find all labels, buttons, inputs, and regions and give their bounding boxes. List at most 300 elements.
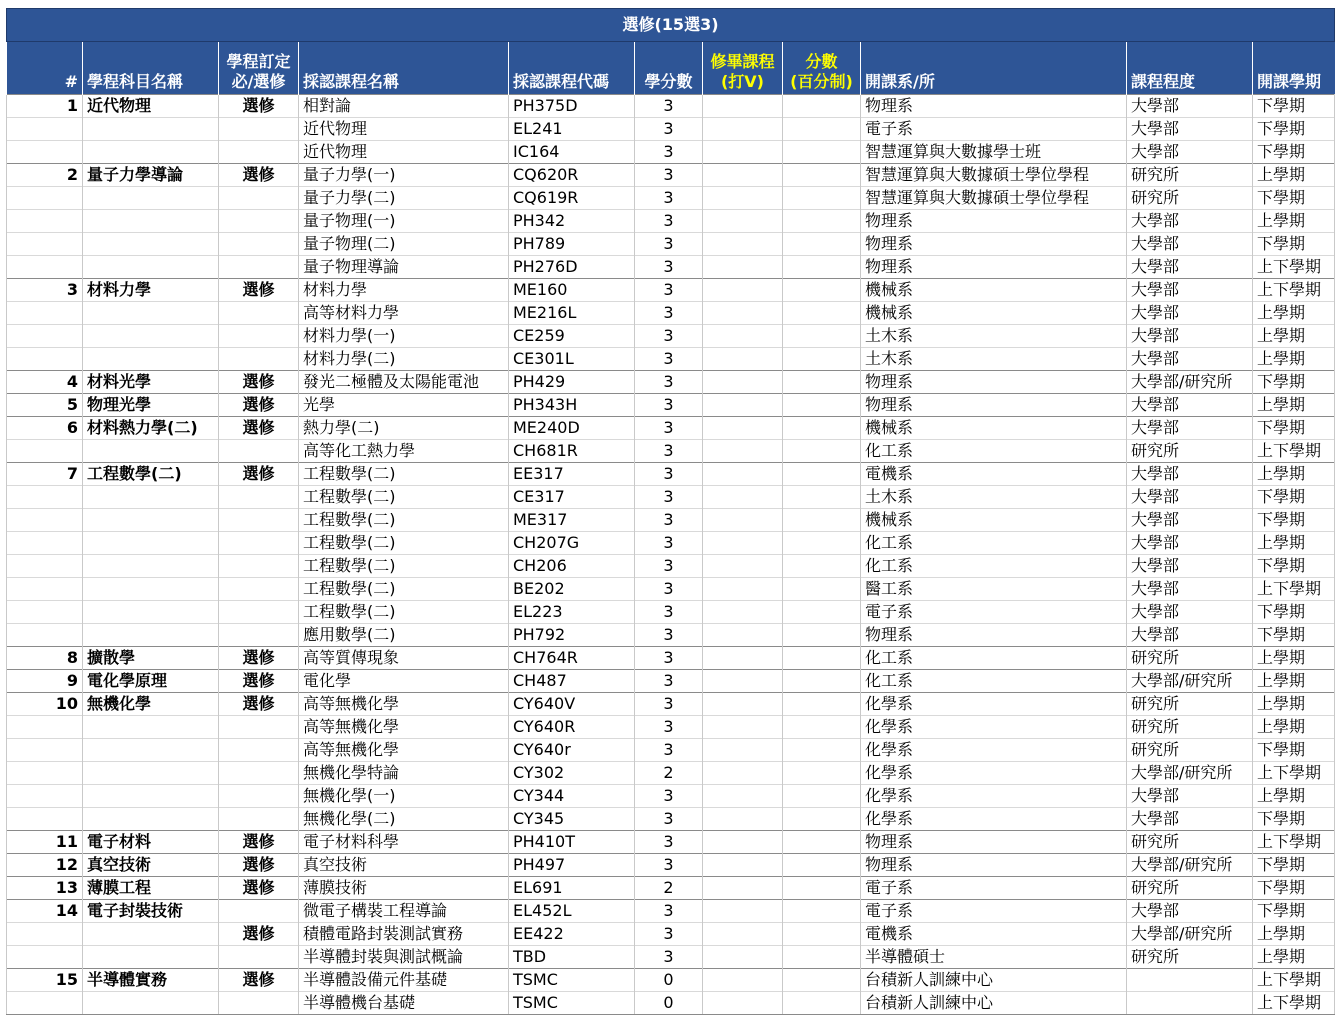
- table-row: [7, 302, 1335, 325]
- cell-dept: 土木系: [861, 486, 1127, 509]
- cell-dept: 電機系: [861, 923, 1127, 946]
- cell-credits: 3: [635, 900, 703, 923]
- cell-subject: 薄膜工程: [83, 877, 219, 900]
- cell-subject: [83, 739, 219, 762]
- cell-score-input[interactable]: [783, 716, 861, 739]
- cell-level: 大學部: [1127, 463, 1253, 486]
- cell-done-check[interactable]: [703, 601, 783, 624]
- cell-term: 下學期: [1253, 118, 1335, 141]
- cell-num: 3: [7, 279, 83, 302]
- cell-dept: 物理系: [861, 394, 1127, 417]
- cell-code: EL691: [509, 877, 635, 900]
- cell-course: 高等無機化學: [299, 739, 509, 762]
- cell-score-input[interactable]: [783, 831, 861, 854]
- cell-type: [219, 486, 299, 509]
- cell-done-check[interactable]: [703, 210, 783, 233]
- cell-level: 大學部: [1127, 233, 1253, 256]
- cell-subject: [83, 118, 219, 141]
- cell-score-input[interactable]: [783, 601, 861, 624]
- table-row: [7, 187, 1335, 210]
- cell-score-input[interactable]: [783, 210, 861, 233]
- cell-subject: 無機化學: [83, 693, 219, 716]
- cell-dept: 物理系: [861, 256, 1127, 279]
- cell-type: [219, 739, 299, 762]
- cell-level: 大學部: [1127, 302, 1253, 325]
- cell-level: 大學部: [1127, 95, 1253, 118]
- table-row: [7, 555, 1335, 578]
- cell-level: 大學部: [1127, 624, 1253, 647]
- cell-subject: 近代物理: [83, 95, 219, 118]
- cell-type: [219, 302, 299, 325]
- cell-done-check[interactable]: [703, 394, 783, 417]
- cell-dept: 化工系: [861, 440, 1127, 463]
- cell-num: 12: [7, 854, 83, 877]
- table-row: [7, 256, 1335, 279]
- cell-subject: [83, 348, 219, 371]
- cell-course: 材料力學: [299, 279, 509, 302]
- table-row: [7, 877, 1335, 900]
- cell-score-input[interactable]: [783, 946, 861, 969]
- table-row: [7, 693, 1335, 716]
- table-row: [7, 325, 1335, 348]
- cell-term: 上下學期: [1253, 992, 1335, 1015]
- cell-done-check[interactable]: [703, 670, 783, 693]
- table-row: [7, 95, 1335, 118]
- cell-score-input[interactable]: [783, 785, 861, 808]
- cell-done-check[interactable]: [703, 831, 783, 854]
- cell-done-check[interactable]: [703, 440, 783, 463]
- cell-score-input[interactable]: [783, 624, 861, 647]
- cell-type: [219, 578, 299, 601]
- table-row: [7, 509, 1335, 532]
- cell-course: 高等材料力學: [299, 302, 509, 325]
- table-row: [7, 785, 1335, 808]
- cell-score-input[interactable]: [783, 555, 861, 578]
- cell-done-check[interactable]: [703, 325, 783, 348]
- cell-done-check[interactable]: [703, 762, 783, 785]
- cell-score-input[interactable]: [783, 854, 861, 877]
- cell-score-input[interactable]: [783, 486, 861, 509]
- cell-credits: 0: [635, 992, 703, 1015]
- cell-course: 量子力學(二): [299, 187, 509, 210]
- cell-done-check[interactable]: [703, 578, 783, 601]
- cell-done-check[interactable]: [703, 302, 783, 325]
- cell-level: 大學部: [1127, 394, 1253, 417]
- cell-done-check[interactable]: [703, 716, 783, 739]
- cell-done-check[interactable]: [703, 992, 783, 1015]
- cell-score-input[interactable]: [783, 532, 861, 555]
- cell-level: 大學部/研究所: [1127, 371, 1253, 394]
- cell-level: 大學部: [1127, 486, 1253, 509]
- cell-credits: 2: [635, 762, 703, 785]
- cell-term: 下學期: [1253, 555, 1335, 578]
- table-row: [7, 946, 1335, 969]
- cell-level: 研究所: [1127, 739, 1253, 762]
- cell-subject: [83, 785, 219, 808]
- cell-course: 工程數學(二): [299, 486, 509, 509]
- cell-score-input[interactable]: [783, 118, 861, 141]
- cell-dept: 化工系: [861, 647, 1127, 670]
- cell-type: 選修: [219, 854, 299, 877]
- cell-done-check[interactable]: [703, 417, 783, 440]
- cell-dept: 化工系: [861, 670, 1127, 693]
- cell-type: 選修: [219, 831, 299, 854]
- cell-credits: 3: [635, 348, 703, 371]
- cell-subject: 材料力學: [83, 279, 219, 302]
- cell-num: [7, 440, 83, 463]
- cell-type: [219, 532, 299, 555]
- cell-type: [219, 992, 299, 1015]
- cell-subject: [83, 762, 219, 785]
- title-row: [7, 9, 1335, 42]
- cell-score-input[interactable]: [783, 95, 861, 118]
- cell-done-check[interactable]: [703, 141, 783, 164]
- cell-course: 積體電路封裝測試實務: [299, 923, 509, 946]
- cell-done-check[interactable]: [703, 509, 783, 532]
- cell-level: 大學部: [1127, 348, 1253, 371]
- cell-done-check[interactable]: [703, 95, 783, 118]
- cell-code: CH487: [509, 670, 635, 693]
- cell-dept: 土木系: [861, 325, 1127, 348]
- cell-course: 真空技術: [299, 854, 509, 877]
- cell-score-input[interactable]: [783, 808, 861, 831]
- table-row: [7, 371, 1335, 394]
- cell-course: 高等無機化學: [299, 716, 509, 739]
- cell-code: TSMC: [509, 969, 635, 992]
- cell-term: 上學期: [1253, 693, 1335, 716]
- cell-term: 下學期: [1253, 601, 1335, 624]
- cell-term: 下學期: [1253, 854, 1335, 877]
- cell-num: 8: [7, 647, 83, 670]
- cell-num: [7, 601, 83, 624]
- cell-term: 上學期: [1253, 302, 1335, 325]
- cell-num: 4: [7, 371, 83, 394]
- cell-dept: 化工系: [861, 555, 1127, 578]
- cell-score-input[interactable]: [783, 394, 861, 417]
- cell-course: 光學: [299, 394, 509, 417]
- table-row: [7, 739, 1335, 762]
- table-row: [7, 716, 1335, 739]
- cell-level: 大學部: [1127, 509, 1253, 532]
- cell-credits: 3: [635, 509, 703, 532]
- cell-dept: 土木系: [861, 348, 1127, 371]
- cell-score-input[interactable]: [783, 509, 861, 532]
- cell-level: 大學部: [1127, 210, 1253, 233]
- cell-code: PH410T: [509, 831, 635, 854]
- cell-subject: 真空技術: [83, 854, 219, 877]
- table-row: [7, 900, 1335, 923]
- cell-num: [7, 256, 83, 279]
- cell-term: 上學期: [1253, 532, 1335, 555]
- cell-term: 上學期: [1253, 946, 1335, 969]
- cell-code: TSMC: [509, 992, 635, 1015]
- table-row: [7, 463, 1335, 486]
- cell-subject: 擴散學: [83, 647, 219, 670]
- header-num: #: [7, 42, 83, 95]
- header-subject: 學程科目名稱: [83, 42, 219, 95]
- cell-code: EL223: [509, 601, 635, 624]
- cell-done-check[interactable]: [703, 233, 783, 256]
- cell-dept: 化學系: [861, 716, 1127, 739]
- cell-level: 大學部: [1127, 532, 1253, 555]
- cell-code: IC164: [509, 141, 635, 164]
- cell-done-check[interactable]: [703, 279, 783, 302]
- cell-credits: 3: [635, 417, 703, 440]
- cell-score-input[interactable]: [783, 992, 861, 1015]
- header-level: 課程程度: [1127, 42, 1253, 95]
- cell-type: 選修: [219, 647, 299, 670]
- cell-code: PH375D: [509, 95, 635, 118]
- cell-done-check[interactable]: [703, 785, 783, 808]
- cell-score-input[interactable]: [783, 900, 861, 923]
- cell-subject: 材料光學: [83, 371, 219, 394]
- cell-code: CH206: [509, 555, 635, 578]
- header-done-bottom: (打V): [720, 72, 764, 91]
- cell-done-check[interactable]: [703, 164, 783, 187]
- cell-score-input[interactable]: [783, 279, 861, 302]
- cell-done-check[interactable]: [703, 923, 783, 946]
- cell-score-input[interactable]: [783, 348, 861, 371]
- cell-term: 下學期: [1253, 417, 1335, 440]
- elective-table: [6, 8, 1335, 1015]
- cell-num: 13: [7, 877, 83, 900]
- table-row: [7, 233, 1335, 256]
- cell-type: [219, 762, 299, 785]
- cell-course: 電化學: [299, 670, 509, 693]
- table-row: [7, 164, 1335, 187]
- cell-code: ME317: [509, 509, 635, 532]
- cell-credits: 3: [635, 256, 703, 279]
- cell-type: 選修: [219, 463, 299, 486]
- cell-course: 量子物理(一): [299, 210, 509, 233]
- cell-num: [7, 785, 83, 808]
- cell-score-input[interactable]: [783, 877, 861, 900]
- cell-level: 大學部: [1127, 141, 1253, 164]
- cell-done-check[interactable]: [703, 900, 783, 923]
- cell-done-check[interactable]: [703, 693, 783, 716]
- cell-done-check[interactable]: [703, 256, 783, 279]
- cell-score-input[interactable]: [783, 187, 861, 210]
- cell-score-input[interactable]: [783, 141, 861, 164]
- cell-done-check[interactable]: [703, 808, 783, 831]
- cell-type: [219, 210, 299, 233]
- table-row: [7, 440, 1335, 463]
- cell-num: 9: [7, 670, 83, 693]
- cell-done-check[interactable]: [703, 118, 783, 141]
- cell-done-check[interactable]: [703, 532, 783, 555]
- cell-num: [7, 486, 83, 509]
- cell-score-input[interactable]: [783, 762, 861, 785]
- cell-dept: 機械系: [861, 417, 1127, 440]
- cell-term: 下學期: [1253, 141, 1335, 164]
- cell-course: 無機化學(二): [299, 808, 509, 831]
- cell-term: 下學期: [1253, 486, 1335, 509]
- cell-credits: 3: [635, 95, 703, 118]
- cell-done-check[interactable]: [703, 647, 783, 670]
- cell-subject: [83, 555, 219, 578]
- cell-type: 選修: [219, 279, 299, 302]
- cell-score-input[interactable]: [783, 371, 861, 394]
- cell-subject: 電子材料: [83, 831, 219, 854]
- cell-dept: 化學系: [861, 785, 1127, 808]
- cell-subject: [83, 624, 219, 647]
- cell-subject: 電子封裝技術: [83, 900, 219, 923]
- cell-score-input[interactable]: [783, 693, 861, 716]
- cell-credits: 3: [635, 463, 703, 486]
- cell-score-input[interactable]: [783, 647, 861, 670]
- cell-subject: [83, 532, 219, 555]
- cell-done-check[interactable]: [703, 371, 783, 394]
- cell-term: 下學期: [1253, 877, 1335, 900]
- cell-level: 大學部/研究所: [1127, 762, 1253, 785]
- cell-dept: 化學系: [861, 762, 1127, 785]
- cell-code: EL241: [509, 118, 635, 141]
- cell-type: [219, 187, 299, 210]
- cell-term: 上學期: [1253, 210, 1335, 233]
- cell-course: 工程數學(二): [299, 463, 509, 486]
- cell-term: 下學期: [1253, 187, 1335, 210]
- cell-score-input[interactable]: [783, 233, 861, 256]
- table-row: [7, 578, 1335, 601]
- table-row: [7, 670, 1335, 693]
- cell-num: 11: [7, 831, 83, 854]
- cell-code: EE317: [509, 463, 635, 486]
- table-row: [7, 647, 1335, 670]
- header-course: 採認課程名稱: [299, 42, 509, 95]
- cell-level: 大學部: [1127, 325, 1253, 348]
- cell-credits: 3: [635, 486, 703, 509]
- cell-num: [7, 509, 83, 532]
- cell-num: [7, 624, 83, 647]
- cell-dept: 台積新人訓練中心: [861, 969, 1127, 992]
- cell-dept: 智慧運算與大數據碩士學位學程: [861, 164, 1127, 187]
- table-row: [7, 992, 1335, 1015]
- cell-done-check[interactable]: [703, 969, 783, 992]
- cell-course: 量子物理(二): [299, 233, 509, 256]
- cell-done-check[interactable]: [703, 946, 783, 969]
- cell-term: 上學期: [1253, 647, 1335, 670]
- cell-course: 薄膜技術: [299, 877, 509, 900]
- cell-course: 工程數學(二): [299, 555, 509, 578]
- cell-score-input[interactable]: [783, 463, 861, 486]
- cell-term: 下學期: [1253, 624, 1335, 647]
- cell-subject: [83, 923, 219, 946]
- cell-score-input[interactable]: [783, 325, 861, 348]
- header-dept: 開課系/所: [861, 42, 1127, 95]
- cell-score-input[interactable]: [783, 440, 861, 463]
- cell-subject: [83, 808, 219, 831]
- cell-subject: [83, 210, 219, 233]
- cell-score-input[interactable]: [783, 670, 861, 693]
- cell-done-check[interactable]: [703, 463, 783, 486]
- cell-dept: 物理系: [861, 233, 1127, 256]
- cell-dept: 電子系: [861, 900, 1127, 923]
- cell-code: CQ619R: [509, 187, 635, 210]
- cell-num: 6: [7, 417, 83, 440]
- cell-score-input[interactable]: [783, 923, 861, 946]
- table-row: [7, 394, 1335, 417]
- cell-code: EE422: [509, 923, 635, 946]
- cell-credits: 3: [635, 210, 703, 233]
- cell-done-check[interactable]: [703, 624, 783, 647]
- cell-subject: [83, 946, 219, 969]
- cell-done-check[interactable]: [703, 486, 783, 509]
- cell-dept: 機械系: [861, 302, 1127, 325]
- cell-done-check[interactable]: [703, 877, 783, 900]
- cell-dept: 電機系: [861, 463, 1127, 486]
- cell-level: 研究所: [1127, 187, 1253, 210]
- cell-score-input[interactable]: [783, 417, 861, 440]
- cell-num: [7, 532, 83, 555]
- cell-code: PH429: [509, 371, 635, 394]
- cell-level: 大學部/研究所: [1127, 923, 1253, 946]
- header-type-top: 學程訂定: [226, 52, 291, 71]
- cell-type: [219, 716, 299, 739]
- cell-type: 選修: [219, 371, 299, 394]
- cell-credits: 3: [635, 739, 703, 762]
- table-row: [7, 279, 1335, 302]
- cell-code: TBD: [509, 946, 635, 969]
- cell-num: 5: [7, 394, 83, 417]
- cell-num: 10: [7, 693, 83, 716]
- cell-term: 下學期: [1253, 808, 1335, 831]
- cell-done-check[interactable]: [703, 739, 783, 762]
- cell-done-check[interactable]: [703, 187, 783, 210]
- cell-score-input[interactable]: [783, 739, 861, 762]
- cell-score-input[interactable]: [783, 256, 861, 279]
- cell-credits: 3: [635, 164, 703, 187]
- cell-term: 上學期: [1253, 716, 1335, 739]
- cell-term: 上下學期: [1253, 762, 1335, 785]
- table-row: [7, 417, 1335, 440]
- cell-num: 2: [7, 164, 83, 187]
- cell-credits: 3: [635, 440, 703, 463]
- cell-score-input[interactable]: [783, 578, 861, 601]
- cell-dept: 電子系: [861, 118, 1127, 141]
- cell-credits: 3: [635, 831, 703, 854]
- table-row: [7, 210, 1335, 233]
- cell-score-input[interactable]: [783, 164, 861, 187]
- cell-course: 高等無機化學: [299, 693, 509, 716]
- cell-subject: [83, 578, 219, 601]
- cell-term: 下學期: [1253, 95, 1335, 118]
- cell-score-input[interactable]: [783, 302, 861, 325]
- cell-dept: 化學系: [861, 693, 1127, 716]
- cell-credits: 3: [635, 693, 703, 716]
- cell-code: ME160: [509, 279, 635, 302]
- cell-num: [7, 325, 83, 348]
- cell-course: 量子物理導論: [299, 256, 509, 279]
- table-row: [7, 601, 1335, 624]
- cell-done-check[interactable]: [703, 854, 783, 877]
- cell-type: [219, 348, 299, 371]
- cell-level: 研究所: [1127, 440, 1253, 463]
- header-type: [219, 42, 299, 95]
- cell-credits: 3: [635, 141, 703, 164]
- cell-num: [7, 302, 83, 325]
- cell-level: 大學部: [1127, 900, 1253, 923]
- cell-done-check[interactable]: [703, 555, 783, 578]
- cell-term: 下學期: [1253, 509, 1335, 532]
- cell-course: 高等質傳現象: [299, 647, 509, 670]
- table-row: [7, 969, 1335, 992]
- header-done-top: 修畢課程: [710, 52, 775, 71]
- cell-credits: 2: [635, 877, 703, 900]
- cell-done-check[interactable]: [703, 348, 783, 371]
- cell-course: 半導體封裝與測試概論: [299, 946, 509, 969]
- cell-course: 材料力學(二): [299, 348, 509, 371]
- cell-score-input[interactable]: [783, 969, 861, 992]
